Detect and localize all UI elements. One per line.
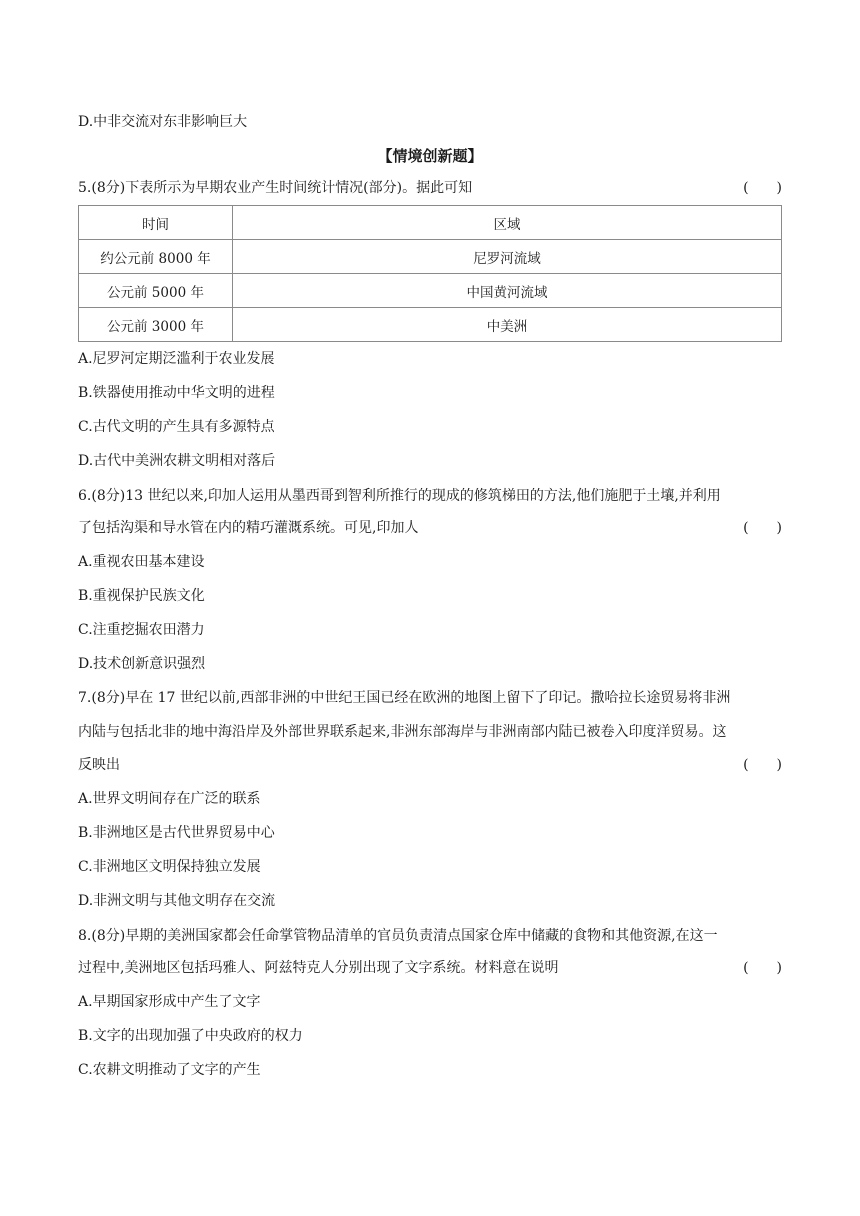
section-title: 【情境创新题】 xyxy=(377,147,483,165)
table-cell-time: 公元前 3000 年 xyxy=(79,308,233,342)
q5-option-d: D.古代中美洲农耕文明相对落后 xyxy=(78,453,276,469)
table-header-time: 时间 xyxy=(79,206,233,240)
table-row xyxy=(79,240,782,274)
q4-option-d: D.中非交流对东非影响巨大 xyxy=(78,114,248,130)
q7-answer-bracket: ( ) xyxy=(743,757,782,773)
table-header-region: 区域 xyxy=(233,206,782,240)
q8-stem-line-2 xyxy=(78,958,782,978)
q6-stem-line-1: 6.(8分)13 世纪以来,印加人运用从墨西哥到智利所推行的现成的修筑梯田的方法,他们施肥于土壤,并利用 xyxy=(78,488,721,504)
table-row xyxy=(79,274,782,308)
q7-stem-line-2: 内陆与包括北非的地中海沿岸及外部世界联系起来,非洲东部海岸与非洲南部内陆已被卷入印度洋贸易。这 xyxy=(78,724,727,740)
q8-stem-line-1: 8.(8分)早期的美洲国家都会任命掌管物品清单的官员负责清点国家仓库中储藏的食物和其他资源,在这一 xyxy=(78,928,718,944)
table-header-row xyxy=(79,206,782,240)
q6-stem-line-2 xyxy=(78,518,782,538)
q8-stem-text: 过程中,美洲地区包括玛雅人、阿兹特克人分别出现了文字系统。材料意在说明 xyxy=(78,960,559,976)
q6-option-c: C.注重挖掘农田潜力 xyxy=(78,622,205,638)
q8-option-a: A.早期国家形成中产生了文字 xyxy=(78,994,261,1010)
q5-option-a: A.尼罗河定期泛滥利于农业发展 xyxy=(78,351,275,367)
table-cell-region: 中国黄河流域 xyxy=(233,274,782,308)
q8-option-b: B.文字的出现加强了中央政府的权力 xyxy=(78,1028,303,1044)
q7-stem-line-1: 7.(8分)早在 17 世纪以前,西部非洲的中世纪王国已经在欧洲的地图上留下了印记。撒哈拉长途贸易将非洲 xyxy=(78,690,731,706)
table-row xyxy=(79,308,782,342)
q8-answer-bracket: ( ) xyxy=(743,960,782,976)
q8-option-c: C.农耕文明推动了文字的产生 xyxy=(78,1062,261,1078)
q6-option-b: B.重视保护民族文化 xyxy=(78,588,205,604)
q7-option-d: D.非洲文明与其他文明存在交流 xyxy=(78,893,276,909)
table-cell-region: 中美洲 xyxy=(233,308,782,342)
q7-stem-line-3 xyxy=(78,755,782,775)
table-cell-region: 尼罗河流域 xyxy=(233,240,782,274)
q5-stem xyxy=(78,178,782,198)
q5-option-c: C.古代文明的产生具有多源特点 xyxy=(78,419,275,435)
q7-stem-text: 反映出 xyxy=(78,757,120,773)
q5-option-b: B.铁器使用推动中华文明的进程 xyxy=(78,385,275,401)
q6-option-d: D.技术创新意识强烈 xyxy=(78,656,206,672)
q6-stem-text: 了包括沟渠和导水管在内的精巧灌溉系统。可见,印加人 xyxy=(78,520,419,536)
q7-option-c: C.非洲地区文明保持独立发展 xyxy=(78,859,261,875)
q5-table xyxy=(78,205,782,342)
q5-stem-text: 5.(8分)下表所示为早期农业产生时间统计情况(部分)。据此可知 xyxy=(78,180,473,196)
q6-answer-bracket: ( ) xyxy=(743,520,782,536)
q7-option-a: A.世界文明间存在广泛的联系 xyxy=(78,791,261,807)
table-cell-time: 约公元前 8000 年 xyxy=(79,240,233,274)
q7-option-b: B.非洲地区是古代世界贸易中心 xyxy=(78,825,275,841)
q6-option-a: A.重视农田基本建设 xyxy=(78,554,205,570)
table-cell-time: 公元前 5000 年 xyxy=(79,274,233,308)
q5-answer-bracket: ( ) xyxy=(743,180,782,196)
